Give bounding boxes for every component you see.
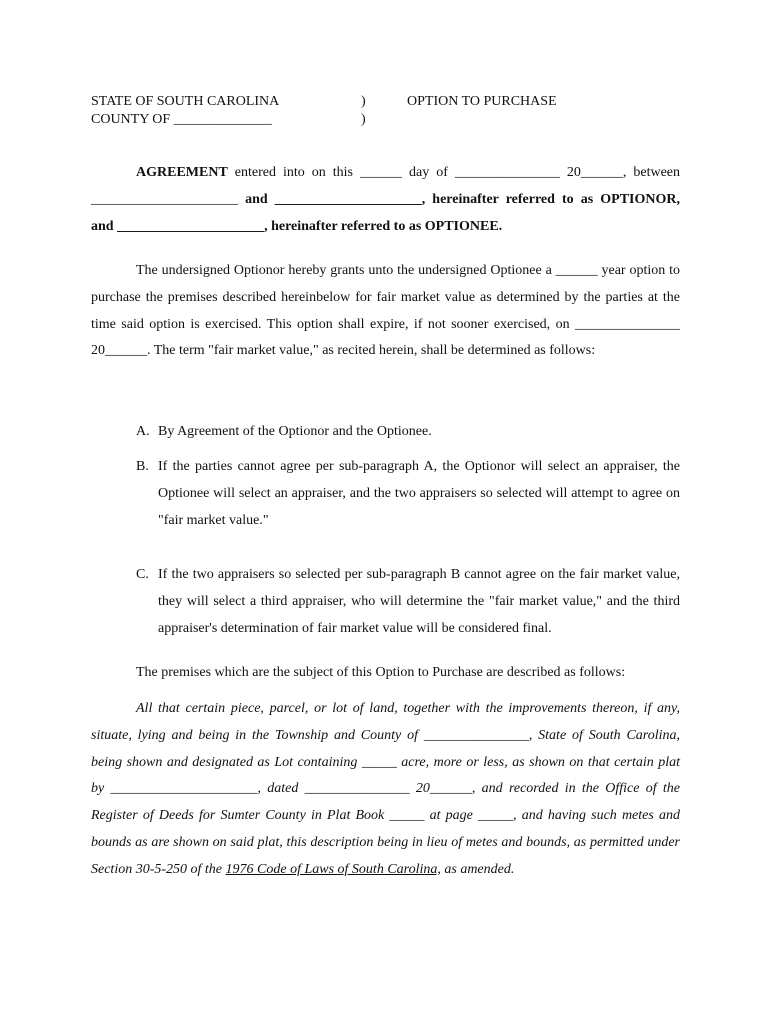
optionee-name-blank-2: _____________________ — [117, 218, 265, 234]
state-caption: STATE OF SOUTH CAROLINA — [91, 94, 280, 109]
caption-paren: ) — [361, 112, 366, 127]
list-item-text: By Agreement of the Optionor and the Optionee. — [158, 424, 432, 439]
legal-description-text: All that certain piece, parcel, or lot of land, together with the improvements thereon, if any, situate, lying and being in the Township and County of _______________, State of South Carolina, being shown and designated as Lot containing _____ acre, more or less, as shown on that certain plat by _____________________, dated _______________ 20______, and recorded in the Office of the Register of Deeds for Sumter County in Plat Book _____ at page _____, and having such metes and bounds as are shown on said plat, this description being in lieu of metes and bounds, as permitted under Section 30-5-250 of the — [91, 701, 680, 877]
list-item-letter: B. — [136, 459, 149, 474]
document-title: OPTION TO PURCHASE — [407, 94, 557, 109]
list-item-text: If the two appraisers so selected per sub-paragraph B cannot agree on the fair market value, they will select a third appraiser, who will determine the "fair market value," and the third appraiser's determination of fair market value will be considered final. — [158, 567, 680, 636]
list-item — [136, 454, 680, 534]
and-word: and — [238, 191, 275, 207]
caption-paren: ) — [361, 94, 366, 109]
list-item-letter: C. — [136, 567, 149, 582]
optionor-clause: , hereinafter referred to as OPTIONOR, and — [91, 191, 680, 234]
optionee-name-blank: _____________________ — [274, 191, 422, 207]
legal-description — [91, 696, 680, 884]
premises-intro: The premises which are the subject of this Option to Purchase are described as follows: — [136, 665, 626, 680]
county-caption: COUNTY OF ______________ — [91, 112, 272, 127]
code-of-laws-citation: 1976 Code of Laws of South Carolina, — [225, 861, 441, 877]
optionor-name-blank: _____________________ — [91, 191, 238, 207]
agreement-paragraph — [91, 160, 680, 240]
list-item-letter: A. — [136, 424, 150, 439]
agreement-lead: AGREEMENT — [136, 165, 228, 180]
optionee-clause: , hereinafter referred to as OPTIONEE. — [264, 218, 503, 234]
agreement-date-text: entered into on this ______ day of _______________ 20______, between — [227, 165, 680, 180]
list-item — [136, 562, 680, 642]
list-item — [136, 419, 680, 446]
grant-paragraph: The undersigned Optionor hereby grants unto the undersigned Optionee a ______ year option to purchase the premises described hereinbelow for fair market value as determined by the parties at the time said option is exercised. This option shall expire, if not sooner exercised, on _______________ 20______. The term "fair market value," as recited herein, shall be determined as follows: — [91, 263, 680, 359]
list-item-text: If the parties cannot agree per sub-paragraph A, the Optionor will select an appraiser, the Optionee will select an appraiser, and the two appraisers so selected will attempt to agree on "fair market value." — [158, 459, 680, 528]
legal-description-end: as amended. — [440, 861, 515, 877]
